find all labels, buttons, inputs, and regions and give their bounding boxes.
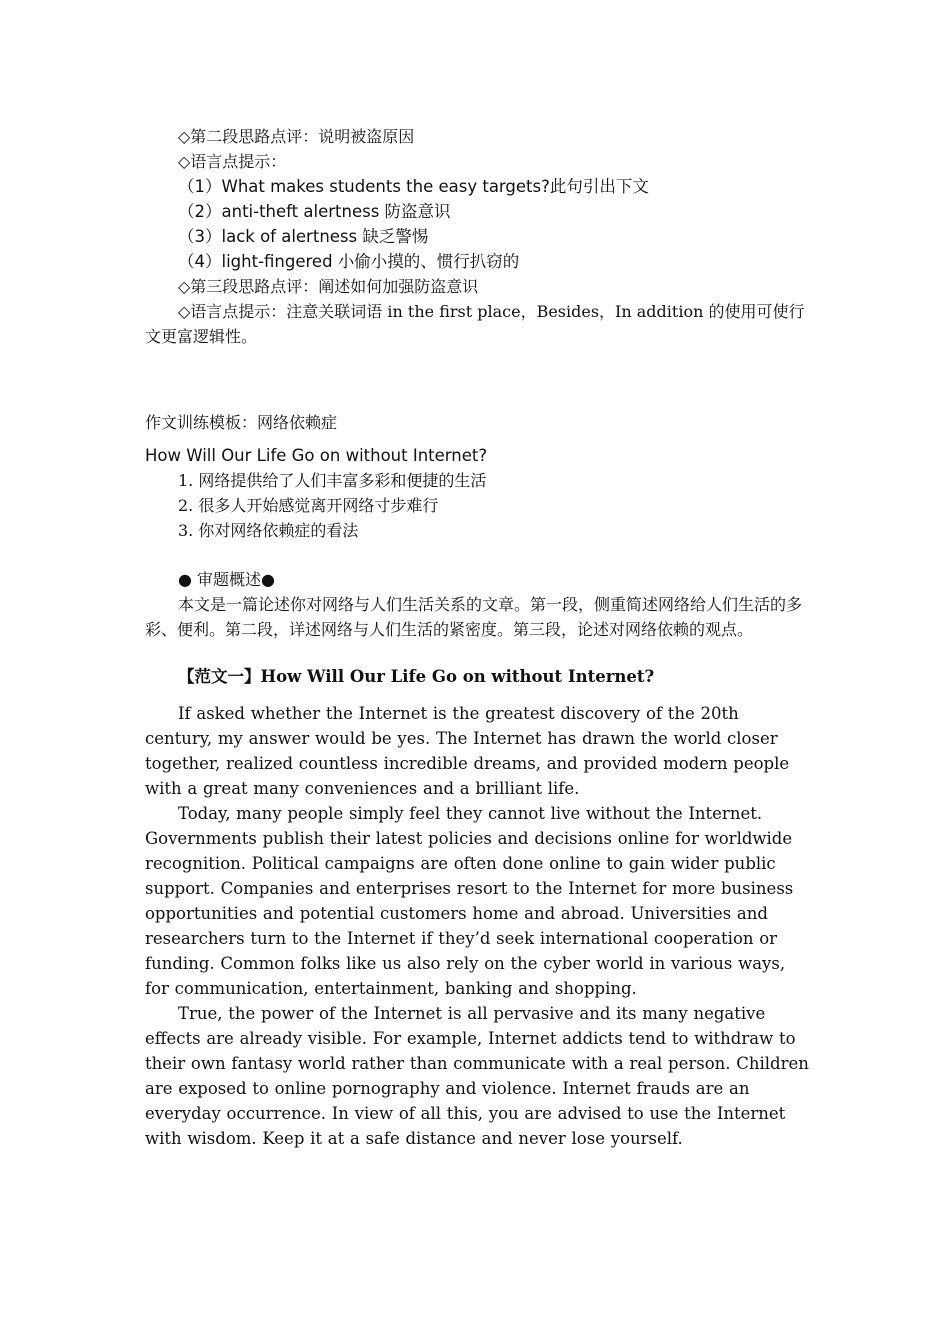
language-point-3: （3）lack of alertness 缺乏警惕 [178, 227, 429, 246]
overview-heading: ● 审题概述● [178, 570, 276, 589]
outline-point-3: 3. 你对网络依赖症的看法 [178, 521, 359, 540]
essay-paragraph-3: True, the power of the Internet is all pervasive and its many negative effects are already visible. For example, Internet addicts tend to withdraw to their own fantasy world rather than communicate with a real person. Children are exposed to online pornography and violence. Internet frauds are an everyday occurrence. In view of all this, you are advised to use the Internet with wisdom. Keep it at a safe distance and never lose yourself. [145, 1004, 809, 1148]
para2-comment: ◇第二段思路点评：说明被盗原因 [178, 127, 415, 146]
outline-point-2: 2. 很多人开始感觉离开网络寸步难行 [178, 496, 439, 515]
para3-comment: ◇第三段思路点评：阐述如何加强防盗意识 [178, 277, 479, 296]
overview-text: 本文是一篇论述你对网络与人们生活关系的文章。第一段，侧重简述网络给人们生活的多彩、便利。第二段，详述网络与人们生活的紧密度。第三段，论述对网络依赖的观点。 [145, 595, 803, 639]
language-tip-paragraph: ◇语言点提示：注意关联词语 in the first place，Besides，In addition 的使用可使行文更富逻辑性。 [145, 302, 805, 346]
language-point-2: （2）anti-theft alertness 防盗意识 [178, 202, 451, 221]
sample-essay-heading: 【范文一】How Will Our Life Go on without Internet? [178, 667, 655, 686]
language-point-1: （1）What makes students the easy targets?此句引出下文 [178, 177, 649, 196]
template-label: 作文训练模板：网络依赖症 [145, 413, 338, 432]
outline-point-1: 1. 网络提供给了人们丰富多彩和便捷的生活 [178, 471, 487, 490]
template-title: How Will Our Life Go on without Internet? [145, 446, 488, 465]
language-point-4: （4）light-fingered 小偷小摸的、惯行扒窃的 [178, 252, 520, 271]
language-tip-label: ◇语言点提示： [178, 152, 287, 171]
document-page [145, 124, 810, 1151]
essay-paragraph-1: If asked whether the Internet is the greatest discovery of the 20th century, my answer would be yes. The Internet has drawn the world closer together, realized countless incredible dreams, and provided modern people with a great many conveniences and a brilliant life. [145, 704, 790, 798]
essay-paragraph-2: Today, many people simply feel they cannot live without the Internet. Governments publish their latest policies and decisions online for worldwide recognition. Political campaigns are often done online to gain wider public support. Companies and enterprises resort to the Internet for more business opportunities and potential customers home and abroad. Universities and researchers turn to the Internet if they’d seek international cooperation or funding. Common folks like us also rely on the cyber world in various ways, for communication, entertainment, banking and shopping. [145, 804, 794, 998]
